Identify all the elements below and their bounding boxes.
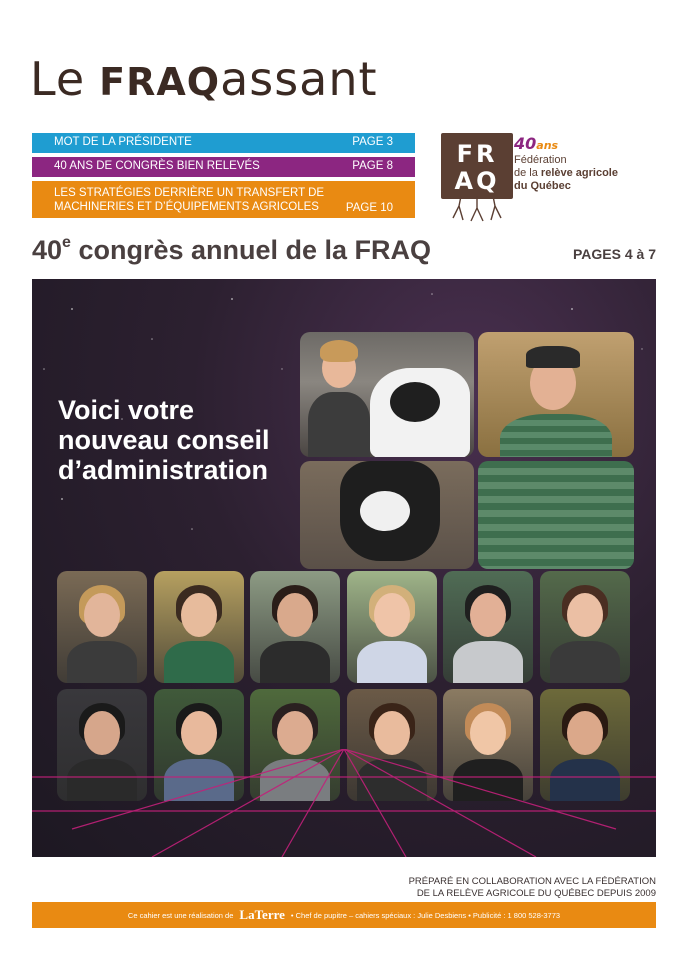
headline-number: 40 [32,235,63,265]
feature-panel [32,279,656,857]
headline-pages: PAGES 4 à 7 [572,246,656,262]
logo-text [514,154,618,193]
headline-sup: e [62,234,71,251]
logo-mark-line1: FR [456,140,498,168]
toc-item-president[interactable] [32,133,415,153]
toc-title: LES STRATÉGIES DERRIÈRE UN TRANSFERT DE MACHINERIES ET D’ÉQUIPEMENTS AGRICOLES [54,187,325,213]
toc-page: PAGE 10 [345,202,393,214]
logo-line2-bold: relève agricole [540,167,618,179]
footer-band [32,902,656,928]
footer-suffix: • Chef de pupitre – cahiers spéciaux : Julie Desbiens • Publicité : 1 800 528-3773 [290,910,561,920]
board-member-portrait [540,571,630,683]
toc-title: 40 ANS DE CONGRÈS BIEN RELEVÉS [54,160,260,172]
page-headline [32,235,431,266]
roots-icon [441,196,513,222]
board-member-portrait [57,571,147,683]
headline-rest: congrès annuel de la FRAQ [70,235,432,265]
toc-title: MOT DE LA PRÉSIDENTE [54,136,192,148]
logo-line3: du Québec [514,180,571,192]
photo-portrait-stripes [478,461,634,569]
grid-floor-decoration [32,749,656,857]
masthead [30,52,378,108]
photo-cow-barn [300,332,474,457]
masthead-le: Le [30,52,86,106]
board-member-portrait [347,571,437,683]
masthead-fraq: FRAQ [99,60,221,104]
prepared-line2: DE LA RELÈVE AGRICOLE DU QUÉBEC DEPUIS 2009 [416,888,656,899]
anniversary-word: ans [536,139,559,152]
board-member-portrait [154,571,244,683]
logo-mark-line2: AQ [454,167,500,195]
logo-line1: Fédération [514,154,567,166]
prepared-note [409,876,656,900]
masthead-assant: assant [220,52,378,106]
photo-cow-closeup [300,461,474,569]
anniversary-number: 40 [514,134,537,153]
toc-item-congres[interactable] [32,157,415,177]
toc-page: PAGE 8 [352,160,393,172]
toc-page: PAGE 3 [352,136,393,148]
board-member-portrait [443,571,533,683]
logo-line2-prefix: de la [514,167,541,179]
footer-prefix: Ce cahier est une réalisation de [127,910,234,920]
toc-item-strategies[interactable] [32,181,415,218]
anniversary-badge [514,134,558,153]
feature-title: Voici votre nouveau conseil d’administration [58,395,270,485]
prepared-line1: PRÉPARÉ EN COLLABORATION AVEC LA FÉDÉRATION [408,876,656,887]
board-member-portrait [250,571,340,683]
photo-portrait-cap [478,332,634,457]
laterre-logo: LaTerre [239,907,285,922]
fraq-logo-mark [441,133,513,199]
